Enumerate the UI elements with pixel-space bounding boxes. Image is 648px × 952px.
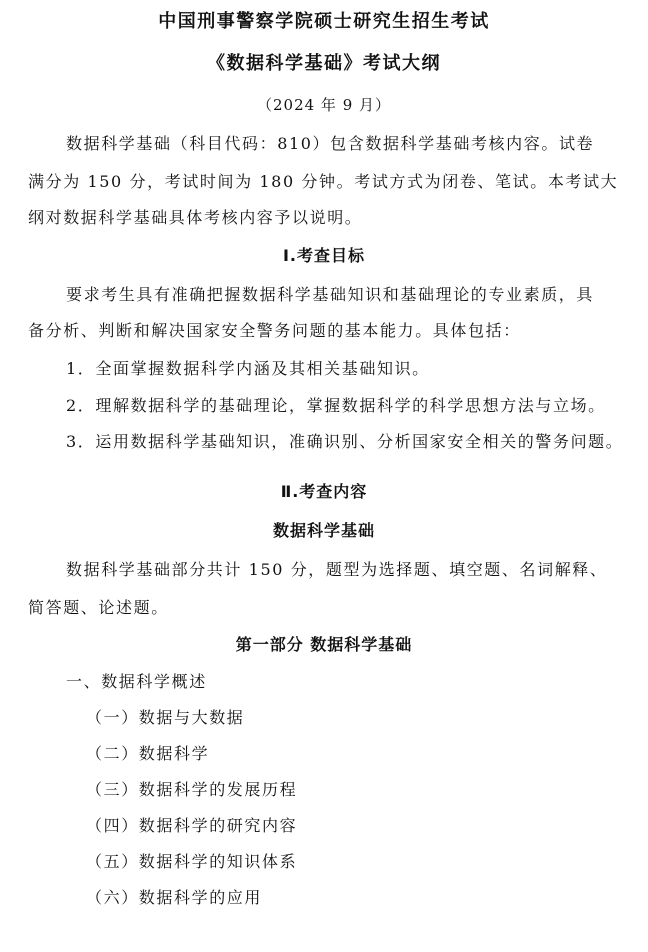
content-line: 简答题、论述题。 <box>28 598 169 617</box>
content-line: 数据科学基础部分共计 150 分，题型为选择题、填空题、名词解释、 <box>66 560 608 579</box>
chapter-subitem: （五）数据科学的知识体系 <box>86 852 298 871</box>
document-title: 中国刑事警察学院硕士研究生招生考试 <box>158 11 490 32</box>
chapter-subitem: （四）数据科学的研究内容 <box>86 816 298 835</box>
objectives-line: 备分析、判断和解决国家安全警务问题的基本能力。具体包括： <box>28 321 521 340</box>
objectives-line: 要求考生具有准确把握数据科学基础知识和基础理论的专业素质，具 <box>66 285 595 304</box>
chapter-subitem: （六）数据科学的应用 <box>86 888 263 907</box>
chapter-subitem: （一）数据与大数据 <box>86 708 245 727</box>
document-subtitle: 《数据科学基础》考试大纲 <box>207 53 441 74</box>
section-heading-content: Ⅱ.考查内容 <box>280 482 368 501</box>
objective-item: 3．运用数据科学基础知识，准确识别、分析国家安全相关的警务问题。 <box>66 432 624 451</box>
part-heading: 第一部分 数据科学基础 <box>235 635 413 654</box>
content-subheading: 数据科学基础 <box>272 521 375 540</box>
chapter-subitem: （二）数据科学 <box>86 744 210 763</box>
intro-line: 纲对数据科学基础具体考核内容予以说明。 <box>28 208 363 227</box>
objective-item: 2．理解数据科学的基础理论，掌握数据科学的科学思想方法与立场。 <box>66 396 606 415</box>
section-heading-objectives: Ⅰ.考查目标 <box>282 246 366 265</box>
chapter-heading: 一、数据科学概述 <box>66 672 207 691</box>
intro-line: 数据科学基础（科目代码：810）包含数据科学基础考核内容。试卷 <box>66 134 595 153</box>
objective-item: 1．全面掌握数据科学内涵及其相关基础知识。 <box>66 359 430 378</box>
document-date: （2024 年 9 月） <box>256 96 392 114</box>
chapter-subitem: （三）数据科学的发展历程 <box>86 780 298 799</box>
intro-line: 满分为 150 分，考试时间为 180 分钟。考试方式为闭卷、笔试。本考试大 <box>28 172 619 191</box>
